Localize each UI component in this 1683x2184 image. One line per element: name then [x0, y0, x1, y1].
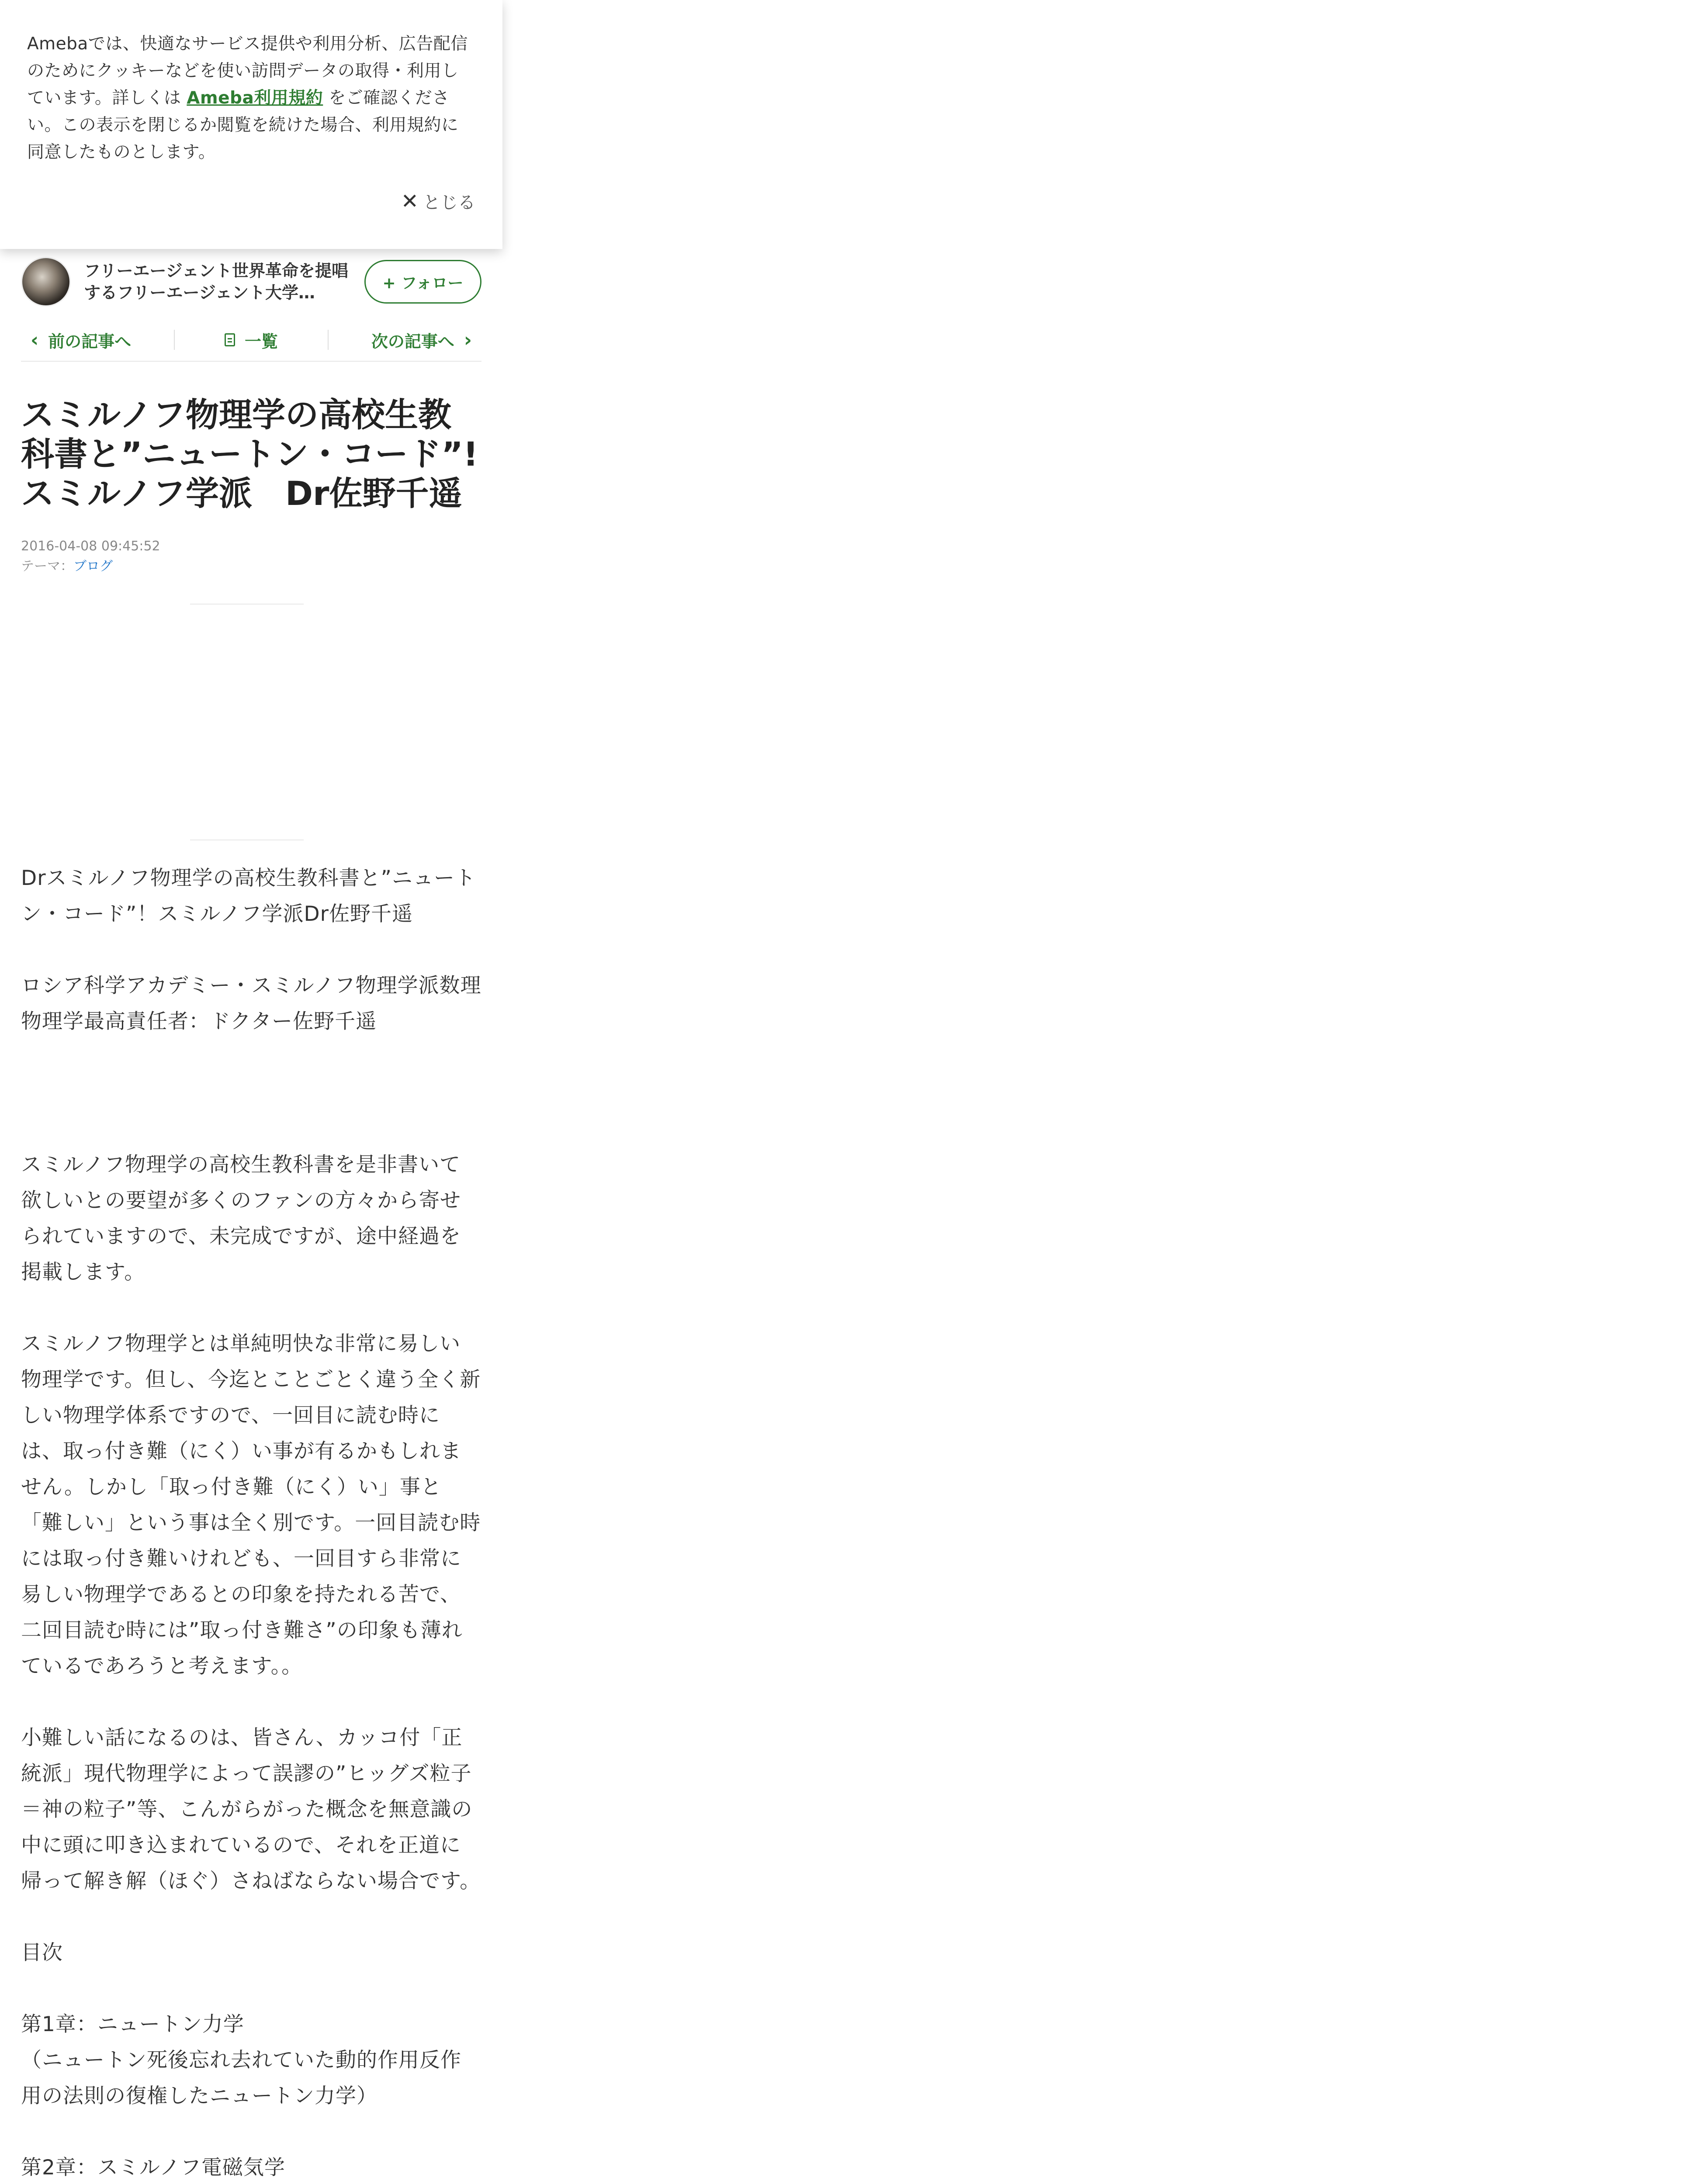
article-nav: [21, 319, 481, 362]
next-article-label: 次の記事へ: [371, 332, 454, 351]
mobile-page: [0, 0, 502, 2184]
article-title: スミルノフ物理学の高校生教科書と”ニュートン・コード”!スミルノフ学派 Dr佐野千遥: [21, 395, 478, 513]
paragraph-spacer: [21, 1971, 481, 2007]
article-date: 2016-04-08 09:45:52: [21, 539, 160, 554]
paragraph-spacer: [21, 1290, 481, 1326]
cookie-notice-text: Amebaでは、快適なサービス提供や利用分析、広告配信のためにクッキーなどを使い訪問データの取得・利用しています。詳しくは Ameba利用規約 をご確認ください。この表示を閉じるか閲覧を続けた場合、利用規約に同意したものとします。: [27, 34, 468, 162]
article-paragraph: スミルノフ物理学とは単純明快な非常に易しい物理学です。但し、今迄とことごとく違う全く新しい物理学体系ですので、一回目に読む時には、取っ付き難（にく）い事が有るかもしれません。しかし「取っ付き難（にく）い」事と「難しい」という事は全く別です。一回目読む時には取っ付き難いけれども、一回目すら非常に易しい物理学であるとの印象を持たれる苦で、二回目読む時には”取っ付き難さ”の印象も薄れているであろうと考えます。。: [21, 1332, 481, 1678]
paragraph-spacer: [21, 932, 481, 968]
terms-link[interactable]: Ameba利用規約: [187, 88, 323, 108]
paragraph-spacer: [21, 1040, 481, 1075]
chevron-right-icon: ›: [464, 328, 472, 351]
article-paragraph: 小難しい話になるのは、皆さん、カッコ付「正統派」現代物理学によって誤謬の”ヒッグズ粒子＝神の粒子”等、こんがらがった概念を無意識の中に頭に叩き込まれているので、それを正道に帰って解き解（ほぐ）さねばならない場合です。: [21, 1726, 481, 1893]
article-paragraph: Drスミルノフ物理学の高校生教科書と”ニュートン・コード”！スミルノフ学派Dr佐野千遥: [21, 866, 476, 926]
article-list-label: 一覧: [244, 332, 278, 351]
follow-button[interactable]: + フォロー: [364, 260, 481, 304]
article-paragraph: 第2章：スミルノフ電磁気学: [21, 2156, 286, 2180]
paragraph-spacer: [21, 1684, 481, 1720]
document-icon: [225, 333, 235, 346]
next-article-link[interactable]: [329, 328, 481, 352]
article-body: [21, 860, 481, 2184]
blog-title[interactable]: フリーエージェント世界革命を提唱するフリーエージェント大学…: [84, 261, 348, 302]
prev-article-link[interactable]: [21, 328, 174, 352]
article-paragraph: 目次: [21, 1941, 63, 1965]
article-paragraph: スミルノフ物理学の高校生教科書を是非書いて欲しいとの要望が多くのファンの方々から寄せられていますので、未完成ですが、途中経過を掲載します。: [21, 1153, 461, 1284]
prev-article-label: 前の記事へ: [48, 332, 132, 351]
paragraph-spacer: [21, 1899, 481, 1935]
article-meta: [21, 536, 160, 577]
article-paragraph: 第1章：ニュートン力学 （ニュートン死後忘れ去れていた動的作用反作用の法則の復権したニュートン力学）: [21, 2012, 461, 2108]
close-icon: ✕: [401, 189, 419, 214]
cookie-banner: [0, 0, 502, 249]
article-list-link[interactable]: [175, 328, 328, 352]
article-theme: テーマ：ブログ: [21, 559, 113, 574]
blog-header: [21, 256, 481, 308]
theme-link[interactable]: ブログ: [73, 559, 113, 574]
article-paragraph: ロシア科学アカデミー・スミルノフ物理学派数理物理学最高責任者：ドクター佐野千遥: [21, 974, 481, 1033]
chevron-left-icon: ‹: [31, 328, 39, 351]
cookie-close-label: とじる: [423, 193, 475, 213]
avatar[interactable]: [21, 257, 71, 307]
cookie-close-button[interactable]: [401, 189, 475, 214]
paragraph-spacer: [21, 1111, 481, 1147]
article-paragraph: [21, 1075, 481, 1111]
paragraph-spacer: [21, 2114, 481, 2150]
ad-top-divider: [190, 604, 304, 605]
